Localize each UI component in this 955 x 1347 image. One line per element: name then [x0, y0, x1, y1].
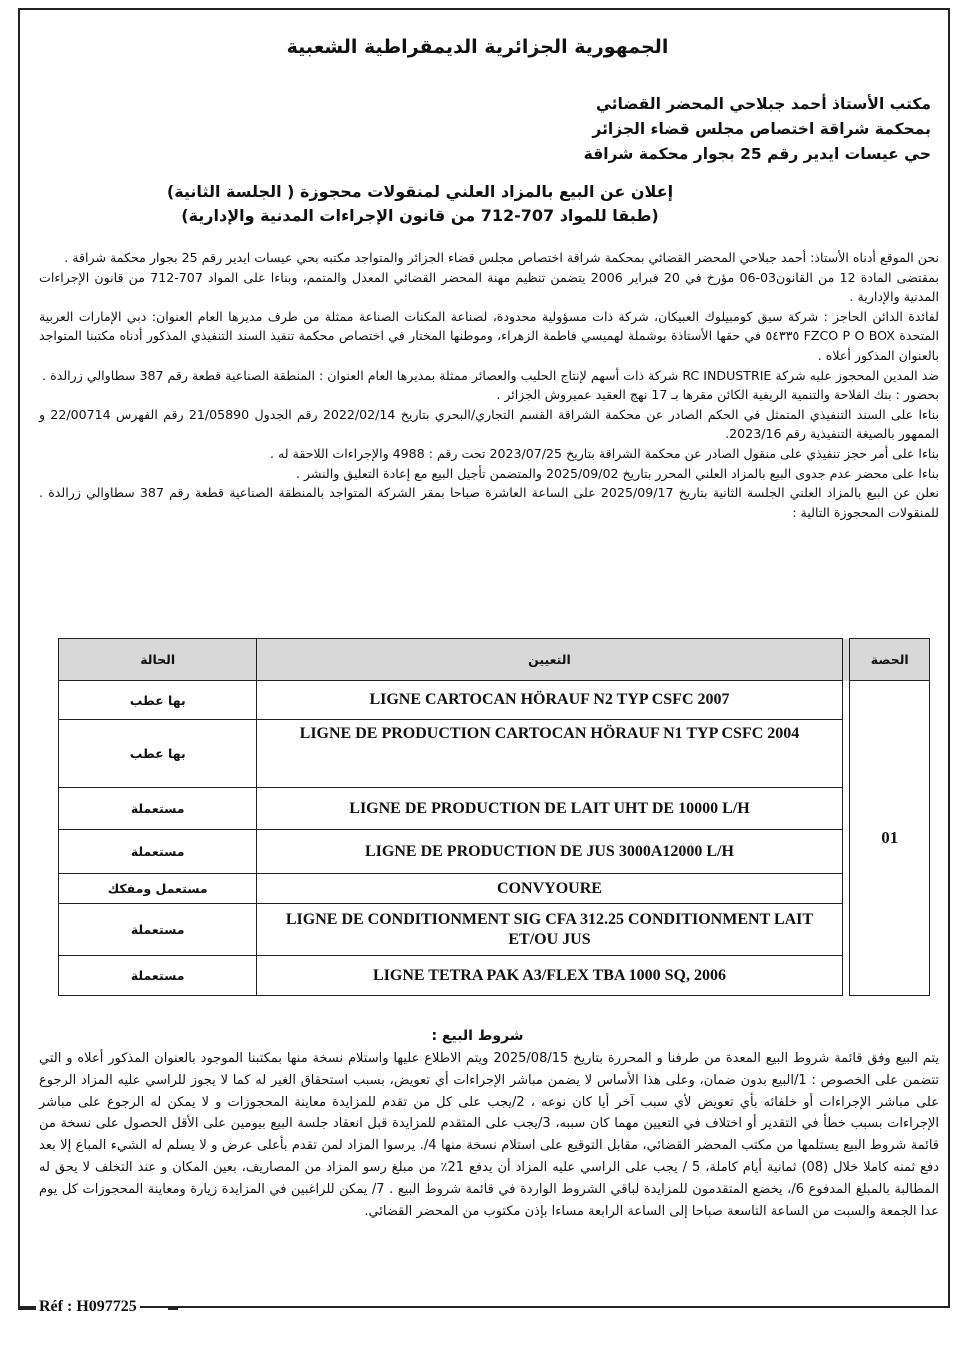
footer-rule-left: [18, 1306, 38, 1310]
notice-body: [39, 248, 939, 522]
paragraph-legal-basis: بمقتضى المادة 12 من القانون03-06 مؤرخ في 20 فبراير 2006 يتضمن تنظيم مهنة المحضر القضائي المعدل والمتمم، وبناءا على المواد 707-712 من قانون الإجراءات المدنية والإدارية .: [39, 269, 939, 305]
item-designation: LIGNE DE CONDITIONMENT SIG CFA 312.25 CONDITIONMENT LAIT ET/OU JUS: [257, 904, 842, 956]
item-state: مستعملة: [59, 830, 257, 874]
header-state: الحالة: [59, 639, 257, 681]
item-state: بها عطب: [59, 681, 257, 720]
item-state: مستعملة: [59, 788, 257, 830]
header-designation: التعيين: [257, 639, 842, 681]
notice-title-line-1: إعلان عن البيع بالمزاد العلني لمنقولات محجوزة ( الجلسة الثانية): [166, 182, 674, 201]
paragraph-debtor: ضد المدين المحجوز عليه شركة RC INDUSTRIE شركة ذات أسهم لإنتاج الحليب والعصائر ممثلة بمديرها العام العنوان : المنطقة الصناعية قطعة رقم 387 سطاوالي زرالدة .: [42, 367, 939, 383]
table-row: [59, 904, 930, 956]
header-gap: [842, 639, 850, 681]
office-line-3: حي عيسات ايدير رقم 25 بجوار محكمة شراقة: [583, 145, 931, 163]
paragraph-presence: بحضور : بنك الفلاحة والتنمية الريفية الكائن مقرها بـ 17 نهج العقيد عميروش الجزائر .: [496, 387, 939, 403]
seized-items-table: [58, 638, 930, 996]
paragraph-sale-announcement: نعلن عن البيع بالمزاد العلني الجلسة الثانية بتاريخ 2025/09/17 على الساعة العاشرة صباحا بمقر الشركة المتواجد بالمنطقة الصناعية قطعة رقم 387 سطاوالي زرالدة . للمنقولات المحجوزة التالية :: [39, 485, 940, 520]
conditions-title: شروط البيع :: [431, 1028, 524, 1044]
office-line-2: بمحكمة شراقة اختصاص مجلس قضاء الجزائر: [592, 120, 931, 138]
office-line-1: مكتب الأستاذ أحمد جبلاحي المحضر القضائي: [596, 95, 931, 113]
item-state: مستعمل ومفكك: [59, 874, 257, 904]
paragraph-enforcement-title: بناءا على السند التنفيذي المتمثل في الحكم الصادر عن محكمة الشراقة القسم التجاري/البحري بتاريخ 2022/02/14 رقم الجدول 21/05890 رقم الفهرس 22/00714 و الممهور بالصيغة التنفيذية رقم 2023/16.: [39, 406, 940, 442]
table-row: [59, 788, 930, 830]
notice-title-line-2: (طبقا للمواد 707-712 من قانون الإجراءات المدنية والإدارية): [181, 206, 659, 225]
office-header: [431, 92, 931, 167]
item-state: بها عطب: [59, 720, 257, 788]
item-designation: CONVYOURE: [257, 874, 842, 904]
republic-heading: الجمهورية الجزائرية الديمقراطية الشعبية: [286, 36, 669, 58]
table-row: [59, 874, 930, 904]
lot-number: 01: [850, 681, 930, 996]
paragraph-postponement: بناءا على محضر عدم جدوى البيع بالمزاد العلني المحرر بتاريخ 2025/09/02 والمتضمن تأجيل البيع مع إعادة التعليق والنشر .: [295, 465, 939, 481]
item-designation: LIGNE CARTOCAN HÖRAUF N2 TYP CSFC 2007: [257, 681, 842, 720]
item-designation: LIGNE DE PRODUCTION DE LAIT UHT DE 10000 L/H: [257, 788, 842, 830]
item-state: مستعملة: [59, 904, 257, 956]
paragraph-seizure-order: بناءا على أمر حجز تنفيذي على منقول الصادر عن محكمة الشراقة بتاريخ 2023/07/25 تحت رقم : 4988 والإجراءات اللاحقة له .: [270, 445, 939, 461]
table-row: [59, 681, 930, 720]
header-lot: الحصة: [850, 639, 930, 681]
reference-number: Réf : H097725: [36, 1298, 140, 1316]
table-row: [59, 720, 930, 788]
table-row: [59, 830, 930, 874]
item-designation: LIGNE DE PRODUCTION DE JUS 3000A12000 L/H: [257, 830, 842, 874]
item-state: مستعملة: [59, 956, 257, 996]
conditions-text: يتم البيع وفق قائمة شروط البيع المعدة من طرفنا و المحررة بتاريخ 2025/08/15 ويتم الاطلاع عليها واستلام نسخة منها بمكتبنا الموجود بالعنوان المذكور أعلاه و التي تتضمن على الخصوص : 1/البيع بدون ضمان، وعلى هذا الأساس لا يضمن مباشر الإجراءات أي تعويض، بسبب استحقاق الغير له كما لا يجوز للراسي عليه المزاد الرجوع على مباشر الإجراءات أو خلفائه بأي تعويض لأي سبب آخر أيا كان نوعه ، 2/يجب على كل من تقدم للمزايدة معاينة المحجوزات و لا يمكن له الرجوع على مباشر الإجراءات بسبب خطأ في التقدير أو اختلاف في التعيين مهما كان سببه، 3/يجب على المتقدم للمزايدة قبل انعقاد جلسة البيع بيومين على الأقل الحصول على نسخة من قائمة شروط البيع يستلمها من مكتب المحضر القضائي، مقابل التوقيع على استلام نسخة منها 4/. يرسوا المزاد لمن تقدم بأعلى عرض و لا يسلم له الشيء المباع إلا بعد دفع ثمنه كاملا خلال (08) ثمانية أيام كاملة، 5 / يجب على الراسي عليه المزاد أن يدفع 21٪ من مبلغ رسو المزاد من المصاريف، بعين المكان و عند التخلف لا يحق له المطالبة بالمبلغ المدفوع 6/، يخضع المتقدمون للمزايدة لباقي الشروط الواردة في قائمة شروط البيع . 7/ يمكن للراغبين في المزايدة زيارة ومعاينة المحجوزات كل يوم عدا الجمعة والسبت من الساعة التاسعة صباحا إلى الساعة الرابعة مساءا بإذن مكتوب من المحضر القضائي.: [39, 1051, 940, 1219]
footer-rule-right: [168, 1306, 178, 1310]
paragraph-bailiff: نحن الموقع أدناه الأستاذ: أحمد جبلاحي المحضر القضائي بمحكمة شراقة اختصاص مجلس قضاء الجزائر والمتواجد مكتبه بحي عيسات ايدير رقم 25 بجوار محكمة شراقة .: [64, 250, 939, 265]
paragraph-creditor: لفائدة الدائن الحاجز : شركة سيق كومبيلوك العبيكان، شركة ذات مسؤولية محدودة، لصناعة المكنات الصناعة ممثلة من طرف مديرها العام العنوان: دبي الإمارات العربية المتحدة FZCO P O BOX ٥٤٣٣٥ في حقها الأستاذة بوشملة لهميسي فاطمة الزهراء، وموطنها المختار في اختصاص محكمة تنفيذ السند التنفيذي المذكور أدناه مكتبنا المتواجد بالعنوان المذكور أعلاه .: [39, 308, 940, 363]
table-row: [59, 956, 930, 996]
notice-title: [120, 180, 720, 228]
item-designation: LIGNE TETRA PAK A3/FLEX TBA 1000 SQ, 2006: [257, 956, 842, 996]
item-designation: LIGNE DE PRODUCTION CARTOCAN HÖRAUF N1 TYP CSFC 2004: [257, 720, 842, 788]
table-header-row: [59, 639, 930, 681]
